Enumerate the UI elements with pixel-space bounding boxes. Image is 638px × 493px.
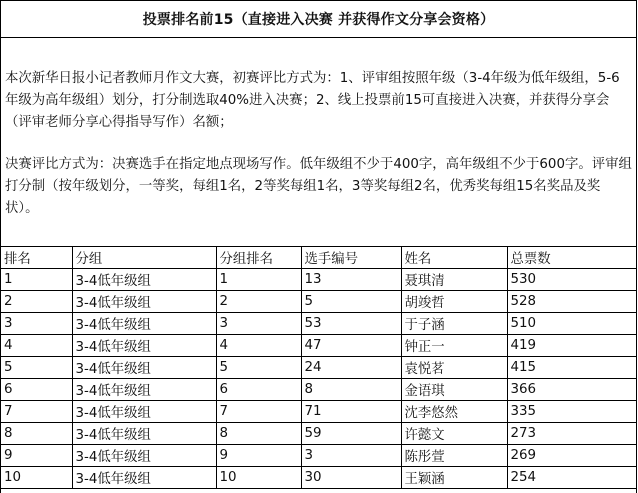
name-cell[interactable]: 许懿文 (401, 423, 507, 445)
contestant-id-cell[interactable]: 24 (301, 357, 401, 379)
total-votes-cell[interactable]: 419 (507, 335, 637, 357)
total-votes-cell[interactable]: 528 (507, 291, 637, 313)
group-rank-cell[interactable]: 4 (216, 335, 301, 357)
group-cell[interactable]: 3-4低年级组 (72, 269, 216, 291)
rank-cell[interactable]: 6 (1, 379, 72, 401)
group-rank-cell[interactable]: 10 (216, 467, 301, 489)
group-rank-cell[interactable]: 6 (216, 379, 301, 401)
table-row (1, 401, 637, 423)
contestant-id-cell[interactable]: 59 (301, 423, 401, 445)
total-votes-cell[interactable]: 530 (507, 269, 637, 291)
group-cell[interactable]: 3-4低年级组 (72, 291, 216, 313)
title-cell[interactable] (1, 0, 636, 38)
preliminary-rules-text: 本次新华日报小记者教师月作文大赛，初赛评比方式为：1、评审组按照年级（3-4年级为低年级组，5-6年级为高年级组）划分，打分制选取40%进入决赛；2、线上投票前15可直接进入决赛，并获得分享会（评审老师分享心得指导写作）名额； (5, 71, 620, 130)
table-header-row (1, 247, 637, 269)
group-cell[interactable]: 3-4低年级组 (72, 335, 216, 357)
table-row (1, 291, 637, 313)
table-row (1, 379, 637, 401)
contestant-id-cell[interactable]: 53 (301, 313, 401, 335)
rank-cell[interactable]: 9 (1, 445, 72, 467)
contestant-id-cell[interactable]: 3 (301, 445, 401, 467)
contestant-id-cell[interactable]: 47 (301, 335, 401, 357)
table-row (1, 467, 637, 489)
rank-cell[interactable]: 4 (1, 335, 72, 357)
group-rank-cell[interactable]: 5 (216, 357, 301, 379)
contestant-id-cell[interactable]: 30 (301, 467, 401, 489)
table-row (1, 445, 637, 467)
group-rank-cell[interactable]: 1 (216, 269, 301, 291)
page-title: 投票排名前15（直接进入决赛 并获得作文分享会资格） (142, 12, 495, 28)
group-cell[interactable]: 3-4低年级组 (72, 401, 216, 423)
rank-cell[interactable]: 3 (1, 313, 72, 335)
header-group-rank[interactable]: 分组排名 (216, 247, 301, 269)
table-row (1, 357, 637, 379)
name-cell[interactable]: 沈李悠然 (401, 401, 507, 423)
table-row (1, 423, 637, 445)
name-cell[interactable]: 于子涵 (401, 313, 507, 335)
group-rank-cell[interactable]: 3 (216, 313, 301, 335)
group-rank-cell[interactable]: 2 (216, 291, 301, 313)
header-rank[interactable]: 排名 (1, 247, 72, 269)
total-votes-cell[interactable]: 254 (507, 467, 637, 489)
group-rank-cell[interactable]: 9 (216, 445, 301, 467)
final-rules-text: 决赛评比方式为：决赛选手在指定地点现场写作。低年级组不少于400字，高年级组不少于600字。评审组打分制（按年级划分，一等奖，每组1名，2等奖每组1名，3等奖每组2名，优秀奖每组15名奖品及奖状）。 (5, 157, 632, 216)
group-rank-cell[interactable]: 8 (216, 423, 301, 445)
name-cell[interactable]: 陈彤萱 (401, 445, 507, 467)
table-row (1, 269, 637, 291)
name-cell[interactable]: 钟正一 (401, 335, 507, 357)
group-rank-cell[interactable]: 7 (216, 401, 301, 423)
table-row (1, 335, 637, 357)
table-body (1, 269, 637, 489)
group-cell[interactable]: 3-4低年级组 (72, 357, 216, 379)
total-votes-cell[interactable]: 366 (507, 379, 637, 401)
group-cell[interactable]: 3-4低年级组 (72, 467, 216, 489)
header-total-votes[interactable]: 总票数 (507, 247, 637, 269)
rank-cell[interactable]: 10 (1, 467, 72, 489)
rank-cell[interactable]: 1 (1, 269, 72, 291)
rank-cell[interactable]: 8 (1, 423, 72, 445)
name-cell[interactable]: 王颖涵 (401, 467, 507, 489)
contestant-id-cell[interactable]: 13 (301, 269, 401, 291)
total-votes-cell[interactable]: 510 (507, 313, 637, 335)
total-votes-cell[interactable]: 273 (507, 423, 637, 445)
rank-cell[interactable]: 2 (1, 291, 72, 313)
table-row (1, 313, 637, 335)
group-cell[interactable]: 3-4低年级组 (72, 445, 216, 467)
total-votes-cell[interactable]: 269 (507, 445, 637, 467)
name-cell[interactable]: 金语琪 (401, 379, 507, 401)
contestant-id-cell[interactable]: 8 (301, 379, 401, 401)
name-cell[interactable]: 聂琪清 (401, 269, 507, 291)
total-votes-cell[interactable]: 415 (507, 357, 637, 379)
header-name[interactable]: 姓名 (401, 247, 507, 269)
header-group[interactable]: 分组 (72, 247, 216, 269)
group-cell[interactable]: 3-4低年级组 (72, 423, 216, 445)
total-votes-cell[interactable]: 335 (507, 401, 637, 423)
ranking-table (1, 247, 637, 489)
name-cell[interactable]: 袁悦茗 (401, 357, 507, 379)
rank-cell[interactable]: 5 (1, 357, 72, 379)
description-cell[interactable] (1, 38, 636, 247)
name-cell[interactable]: 胡竣哲 (401, 291, 507, 313)
group-cell[interactable]: 3-4低年级组 (72, 313, 216, 335)
contestant-id-cell[interactable]: 5 (301, 291, 401, 313)
rank-cell[interactable]: 7 (1, 401, 72, 423)
group-cell[interactable]: 3-4低年级组 (72, 379, 216, 401)
contestant-id-cell[interactable]: 71 (301, 401, 401, 423)
header-contestant-id[interactable]: 选手编号 (301, 247, 401, 269)
